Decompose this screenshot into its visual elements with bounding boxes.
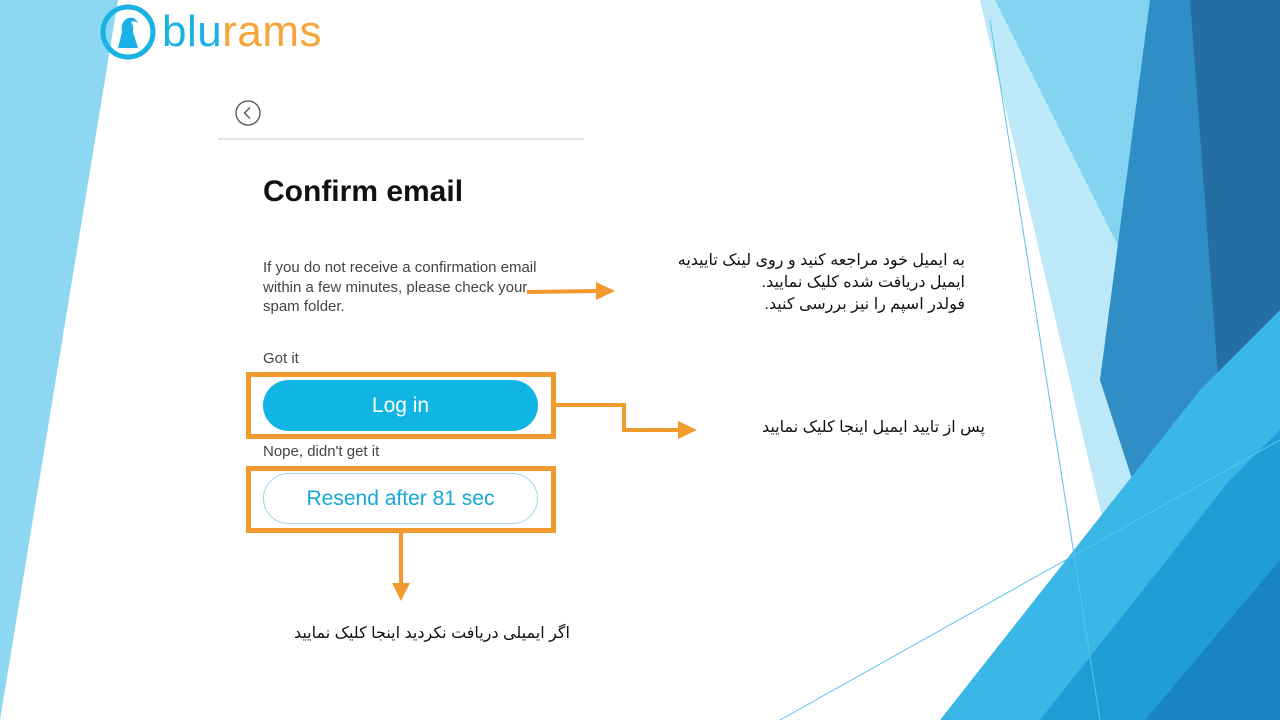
- info-text: If you do not receive a confirmation email within a few minutes, please check your spam folder.: [263, 259, 537, 315]
- ram-logo-icon: [100, 4, 156, 60]
- logo-wordmark: blurams: [162, 7, 322, 56]
- login-instruction-note: پس از تایید ایمیل اینجا کلیک نمایید: [761, 419, 985, 436]
- login-button[interactable]: Log in: [263, 380, 538, 431]
- resend-highlight-box: [246, 466, 556, 533]
- resend-instruction-note: اگر ایمیلی دریافت نکردید اینجا کلیک نمایید: [293, 625, 570, 642]
- blurams-logo: [100, 4, 322, 60]
- page-title: Confirm email: [263, 175, 464, 208]
- login-highlight-box: [246, 372, 556, 439]
- email-instruction-note: [620, 250, 965, 316]
- resend-button[interactable]: Resend after 81 sec: [263, 473, 538, 524]
- note-line: ایمیل دریافت شده کلیک نمایید.: [761, 274, 965, 291]
- back-chevron-icon[interactable]: [235, 100, 261, 126]
- note-line: به ایمیل خود مراجعه کنید و روی لینک تاییدیه: [677, 252, 965, 269]
- header-divider: [218, 138, 584, 140]
- got-it-label: Got it: [263, 350, 299, 367]
- nope-label: Nope, didn't get it: [263, 443, 380, 460]
- note-line: فولدر اسپم را نیز بررسی کنید.: [764, 296, 965, 313]
